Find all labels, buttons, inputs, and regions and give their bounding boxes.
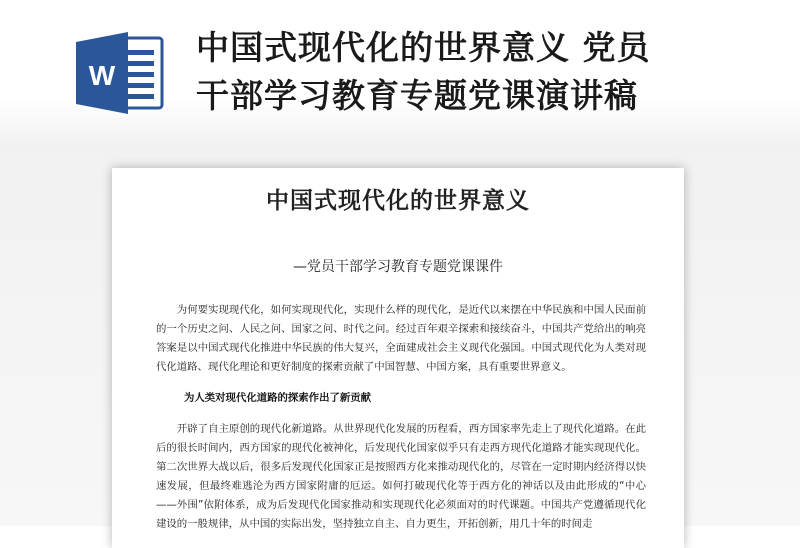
- document-page-preview: [112, 168, 684, 548]
- page-subtitle: —党员干部学习教育专题党课课件: [293, 259, 503, 275]
- section-heading: 为人类对现代化道路的探索作出了新贡献: [184, 392, 372, 404]
- page-heading: 中国式现代化的世界意义: [266, 188, 530, 214]
- document-title: [196, 24, 776, 120]
- body-paragraph-1: 为何要实现现代化，如何实现现代化，实现什么样的现代化，是近代以来摆在中华民族和中国人民面前的一个历史之问、人民之问、国家之问、时代之问。经过百年艰辛探索和接续奋斗，中国共产党给出的响亮答案是以中国式现代化推进中华民族的伟大复兴，全面建成社会主义现代化强国。中国式现代化为人类对现代化道路、现代化理论和更好制度的探索贡献了中国智慧、中国方案，具有重要世界意义。: [156, 304, 646, 373]
- document-title-line-2: 干部学习教育专题党课演讲稿: [196, 76, 638, 115]
- body-paragraph-2: 开辟了自主原创的现代化新道路。从世界现代化发展的历程看，西方国家率先走上了现代化道路。在此后的很长时间内，西方国家的现代化被神化，后发现代化国家似乎只有走西方现代化道路才能实现现代化。第二次世界大战以后，很多后发现代化国家正是按照西方化来推动现代化的，尽管在一定时期内经济得以快速发展，但最终难逃沦为西方国家附庸的厄运。如何打破现代化等于西方化的神话以及由此形成的“中心——外围”依附体系，成为后发现代化国家推动和实现现代化必须面对的时代课题。中国共产党遵循现代化建设的一般规律，从中国的实际出发，坚持独立自主、自力更生，开拓创新，用几十年的时间走: [156, 423, 646, 530]
- svg-text:W: W: [88, 60, 116, 91]
- document-title-line-1: 中国式现代化的世界意义 党员: [196, 28, 651, 67]
- word-icon: [74, 30, 166, 116]
